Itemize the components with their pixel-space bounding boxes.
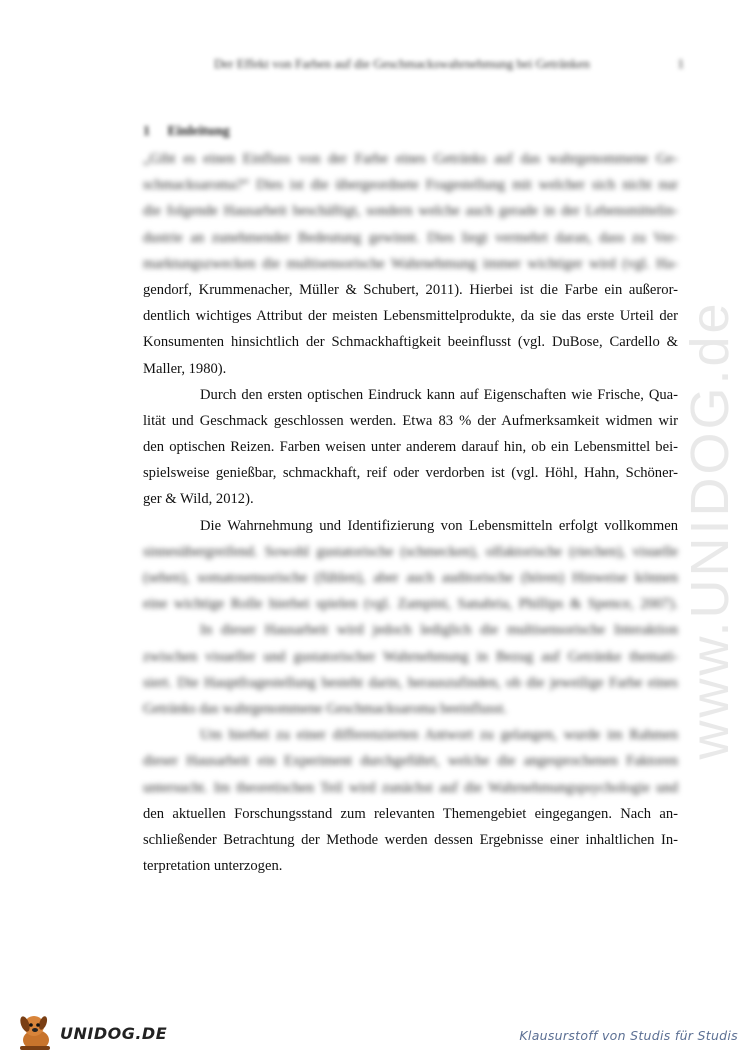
- text-line: In dieser Hausarbeit wird jedoch lediglich die multisensorische Interaktion: [200, 622, 678, 639]
- text-line: gendorf, Krummenacher, Müller & Schubert, 2011). Hierbei ist die Farbe ein außeror-: [143, 281, 678, 298]
- dog-mascot-icon: [14, 1010, 58, 1054]
- text-line: die folgende Hausarbeit beschäftigt, sondern welche auch gerade in der Lebensmittelin-: [143, 203, 678, 220]
- text-line: Die Wahrnehmung und Identifizierung von Lebensmitteln erfolgt vollkommen: [200, 517, 678, 534]
- footer-tagline: Klausurstoff von Studis für Studis: [519, 1028, 738, 1043]
- text-line: spielsweise genießbar, schmackhaft, reif oder verdorben ist (vgl. Höhl, Hahn, Schöner-: [143, 465, 678, 482]
- text-line: sinnesübergreifend. Sowohl gustatorische (schmecken), olfaktorische (riechen), visuelle: [143, 543, 678, 560]
- text-line: Getränks das wahrgenommene Geschmacksaroma beeinflusst.: [143, 700, 508, 717]
- running-header: [214, 56, 684, 72]
- logo-text: UNIDOG.DE: [60, 1024, 168, 1043]
- unidog-logo[interactable]: [14, 1010, 168, 1054]
- text-line: (sehen), somatosensorische (fühlen), aber auch auditorische (hören) Hinweise können: [143, 570, 678, 586]
- text-line: Maller, 1980).: [143, 360, 227, 377]
- text-line: marktungszwecken die multisensorische Wahrnehmung immer wichtiger wird (vgl. Ha-: [143, 255, 678, 272]
- text-line: terpretation unterzogen.: [143, 858, 283, 875]
- text-line: Um hierbei zu einer differenzierten Antwort zu gelangen, wurde im Rahmen: [200, 727, 678, 744]
- text-line: lität und Geschmack geschlossen werden. Etwa 83 % der Aufmerksamkeit widmen wir: [143, 412, 678, 429]
- text-line: Konsumenten hinsichtlich der Schmackhaftigkeit beeinflusst (vgl. DuBose, Cardello &: [143, 334, 678, 351]
- text-line: schließender Betrachtung der Methode werden dessen Ergebnisse einer inhaltlichen In-: [143, 831, 678, 848]
- section-heading: [143, 124, 230, 140]
- text-line: zwischen visueller und gustatorischer Wahrnehmung in Bezug auf Getränke themati-: [143, 648, 678, 665]
- text-line: den aktuellen Forschungsstand zum relevanten Themengebiet eingegangen. Nach an-: [143, 805, 678, 822]
- body-text: [143, 146, 678, 879]
- running-title: Der Effekt von Farben auf die Geschmackswahrnehmung bei Getränken: [214, 56, 590, 71]
- text-line: eine wichtige Rolle hierbei spielen (vgl. Zampini, Sanabria, Phillips & Spence, 2007).: [143, 596, 678, 613]
- text-line: siert. Die Hauptfragestellung besteht darin, herauszufinden, ob die jeweilige Farbe eines: [143, 674, 678, 691]
- section-number: 1: [143, 124, 150, 139]
- page-number: 1: [677, 56, 684, 71]
- text-line: dustrie an zunehmender Bedeutung gewinnt. Dies liegt vermehrt daran, dass zu Ver-: [143, 229, 678, 246]
- text-line: den optischen Reizen. Farben weisen unter anderem darauf hin, ob ein Lebensmittel bei-: [143, 439, 678, 456]
- watermark-text: www.UNIDOG.de: [680, 300, 740, 760]
- text-line: dieser Hausarbeit ein Experiment durchgeführt, welche die angesprochenen Faktoren: [143, 753, 678, 770]
- text-line: ger & Wild, 2012).: [143, 491, 254, 508]
- section-title: Einleitung: [167, 124, 230, 139]
- text-line: schmacksaroma?“ Dies ist die übergeordnete Fragestellung mit welcher sich nicht nur: [143, 177, 678, 194]
- text-line: dentlich wichtiges Attribut der meisten Lebensmittelprodukte, da sie das erste Urteil der: [143, 308, 678, 325]
- text-line: Durch den ersten optischen Eindruck kann auf Eigenschaften wie Frische, Qua-: [200, 386, 678, 403]
- text-line: untersucht. Im theoretischen Teil wird zunächst auf die Wahrnehmungspsychologie und: [143, 779, 678, 796]
- text-line: „Gibt es einen Einfluss von der Farbe eines Getränks auf das wahrgenommene Ge-: [143, 151, 678, 167]
